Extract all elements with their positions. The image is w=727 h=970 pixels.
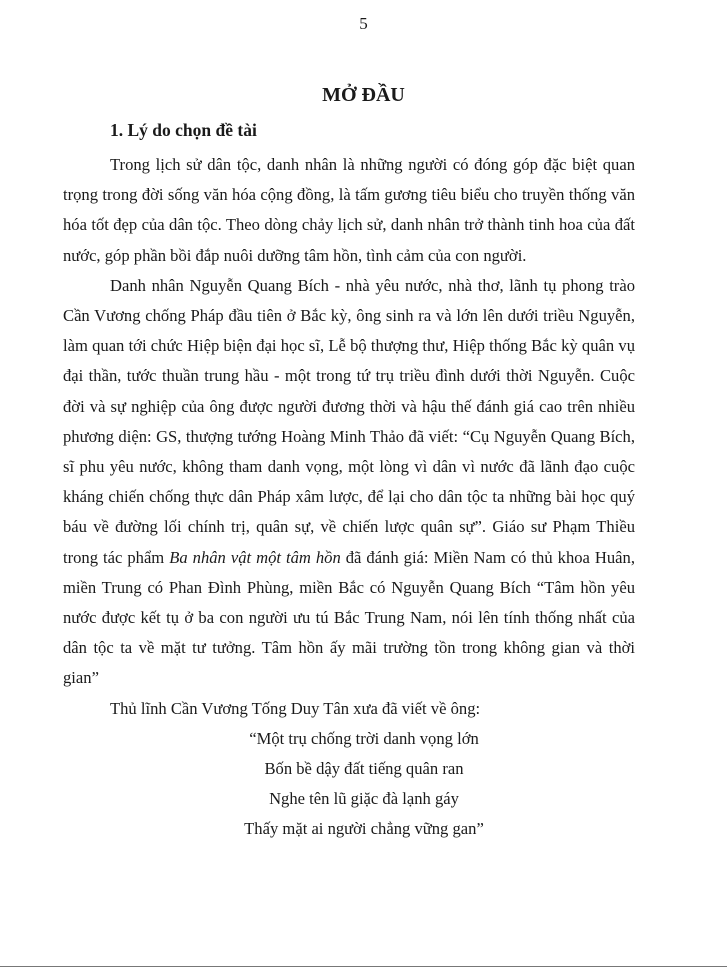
poem-line: “Một trụ chống trời danh vọng lớn — [249, 728, 479, 748]
paragraph-2-text-a: Danh nhân Nguyễn Quang Bích - nhà yêu nước, nhà thơ, lãnh tụ phong trào Cần Vương chống Pháp đầu tiên ở Bắc kỳ, ông sinh ra và lớn lên dưới triều Nguyễn, làm quan tới chức Hiệp biện đại học sĩ, Lễ bộ thượng thư, Hiệp thống Bắc kỳ quân vụ đại thần, tước thuần trung hầu - một trong tứ trụ triều đình dưới thời Nguyễn. Cuộc đời và sự nghiệp của ông được người đương thời và hậu thế đánh giá cao trên nhiều phương diện: GS, thượng tướng Hoàng Minh Thảo đã viết: “Cụ Nguyễn Quang Bích, sĩ phu yêu nước, không tham danh vọng, một lòng vì dân vì nước đã lãnh đạo cuộc kháng chiến chống thực dân Pháp xâm lược, để lại cho dân tộc ta những bài học quý báu về đường lối chính trị, quân sự, về chiến lược quân sự”. Giáo sư Phạm Thiều trong tác phẩm — [63, 275, 635, 567]
poem-line: Nghe tên lũ giặc đà lạnh gáy — [269, 789, 459, 809]
body-text — [63, 150, 635, 845]
paragraph-2 — [63, 271, 635, 694]
poem-line: Thấy mặt ai người chẳng vững gan” — [244, 819, 484, 839]
page-bottom-border — [0, 966, 727, 967]
document-title: MỞ ĐẦU — [322, 84, 405, 106]
book-title: Ba nhân vật một tâm hồn — [169, 547, 341, 567]
paragraph-1: Trong lịch sử dân tộc, danh nhân là những người có đóng góp đặc biệt quan trọng trong đời sống văn hóa cộng đồng, là tấm gương tiêu biểu cho truyền thống văn hóa tốt đẹp của dân tộc. Theo dòng chảy lịch sử, danh nhân trở thành tinh hoa của đất nước, góp phần bồi đắp nuôi dưỡng tâm hồn, tình cảm của con người. — [63, 155, 635, 265]
paragraph-2-text-b: đã đánh giá: Miền Nam có thủ khoa Huân, miền Trung có Phan Đình Phùng, miền Bắc có Nguyễn Quang Bích “Tâm hồn yêu nước được kết tụ ở ba con người ưu tú Bắc Trung Nam, nói lên tính thống nhất của dân tộc ta về mặt tư tưởng. Tâm hồn ấy mãi trường tồn trong không gian và thời gian” — [63, 547, 635, 688]
poem — [63, 724, 635, 845]
section-heading: 1. Lý do chọn đề tài — [110, 120, 257, 140]
quote-intro: Thủ lĩnh Cần Vương Tống Duy Tân xưa đã viết về ông: — [110, 698, 481, 718]
page-number: 5 — [359, 14, 368, 33]
poem-line: Bốn bề dậy đất tiếng quân ran — [264, 759, 464, 779]
